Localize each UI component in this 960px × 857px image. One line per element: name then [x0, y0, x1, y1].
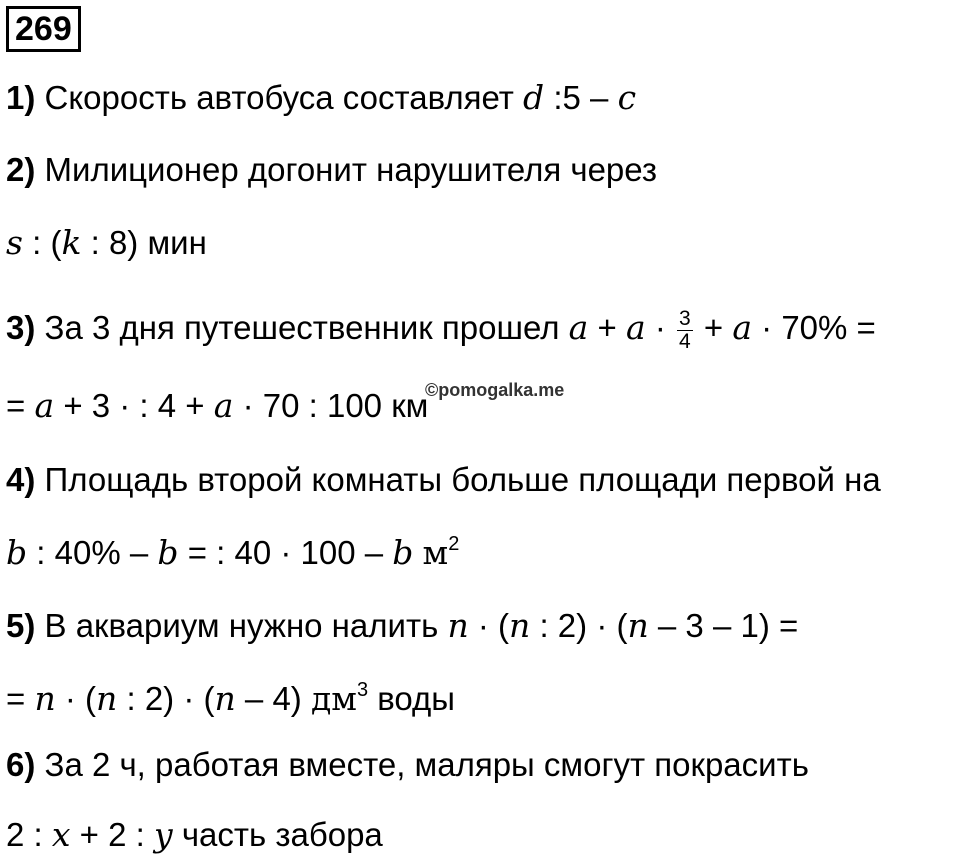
item-label: 4) — [6, 461, 36, 498]
item-5 — [6, 606, 798, 646]
expr: – 3 – 1) = — [657, 607, 799, 644]
op: = — [6, 387, 26, 424]
item-4-expr — [6, 533, 459, 573]
var-c: c — [617, 78, 637, 117]
item-4 — [6, 460, 881, 500]
item-label: 5) — [6, 607, 36, 644]
expr: 2 : — [6, 816, 43, 853]
item-text: В аквариум нужно налить — [44, 607, 439, 644]
item-5-line2 — [6, 679, 455, 719]
var-y: y — [153, 815, 173, 854]
expr: · ( — [64, 680, 97, 717]
var-a: a — [732, 308, 752, 348]
expr: :5 – — [553, 79, 609, 116]
fraction: $\frac{3}{4}$ — [679, 307, 691, 353]
expr: · 70 : 100 км — [242, 387, 429, 424]
expr: воды — [377, 680, 456, 717]
var-n: n — [509, 606, 531, 645]
var-n: n — [627, 606, 649, 645]
expr: : 40% – — [36, 534, 149, 571]
var-x: x — [51, 815, 71, 854]
item-label: 2) — [6, 151, 36, 188]
op: · — [654, 309, 666, 347]
var-a: a — [213, 386, 234, 425]
problem-number: 269 — [6, 6, 81, 52]
var-n: n — [34, 679, 56, 718]
var-n: n — [214, 679, 236, 718]
expr: + 3 · : 4 + — [63, 387, 205, 424]
watermark: ©pomogalka.me — [425, 380, 565, 400]
item-2-expr — [6, 223, 207, 263]
item-6-expr — [6, 815, 383, 855]
expr: : ( — [32, 224, 62, 261]
expr: + 2 : — [79, 816, 145, 853]
item-label: 3) — [6, 309, 36, 347]
item-1 — [6, 78, 636, 118]
var-a: a — [34, 386, 55, 425]
item-label: 1) — [6, 79, 36, 116]
op: = — [6, 680, 26, 717]
unit-power: 2 — [448, 533, 460, 555]
expr: : 2) · ( — [126, 680, 215, 717]
unit: м — [422, 533, 449, 572]
var-s: s — [6, 223, 23, 262]
var-b: b — [157, 533, 179, 572]
var-n: n — [96, 679, 118, 718]
var-b: b — [392, 533, 414, 572]
expr: · 70% = — [761, 309, 876, 347]
expr: часть забора — [181, 816, 383, 853]
var-d: d — [523, 78, 545, 117]
item-text: Милиционер догонит нарушителя через — [44, 151, 658, 188]
item-text: Скорость автобуса составляет — [44, 79, 514, 116]
item-text: За 3 дня путешественник прошел — [44, 309, 560, 347]
op: + — [703, 309, 724, 347]
item-text: Площадь второй комнаты больше площади первой на — [44, 461, 881, 498]
item-6 — [6, 745, 809, 785]
var-a: a — [568, 308, 589, 348]
var-n: n — [447, 606, 469, 645]
expr: = : 40 · 100 – — [187, 534, 384, 571]
item-3 — [6, 308, 876, 353]
unit-power: 3 — [356, 679, 369, 701]
item-3-line2 — [6, 386, 428, 426]
expr: : 8) мин — [90, 224, 207, 261]
expr: · ( — [477, 607, 510, 644]
item-2 — [6, 150, 657, 190]
var-a: a — [625, 308, 646, 348]
expr: : 2) · ( — [539, 607, 628, 644]
expr: – 4) — [244, 680, 302, 717]
item-label: 6) — [6, 746, 36, 783]
item-text: За 2 ч, работая вместе, маляры смогут покрасить — [44, 746, 809, 783]
op: + — [597, 309, 617, 347]
unit: дм — [310, 679, 357, 718]
var-b: b — [6, 533, 28, 572]
var-k: k — [61, 223, 82, 262]
